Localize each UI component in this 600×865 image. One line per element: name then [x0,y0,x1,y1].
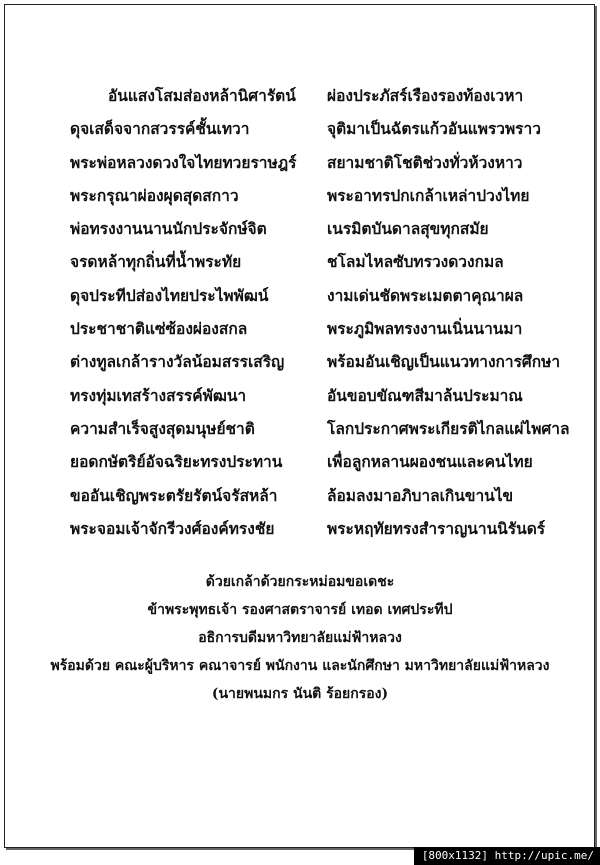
poem-verse-left: ต่างทูลเกล้ารางวัลน้อมสรรเสริญ [70,352,285,372]
poem-verse-right: งามเด่นชัดพระเมตตาคุณาผล [327,285,524,305]
author-name: ข้าพระพุทธเจ้า รองศาสตราจารย์ เทอด เทศประทีป [147,602,453,618]
poem-verse-right: ผ่องประภัสร์เรืองรองท้องเวหา [327,86,524,105]
poem-verse-right: พระภูมิพลทรงงานเนิ่นนานมา [327,319,523,339]
poem-verse-left: ขออันเชิญพระตรัยรัตน์จรัสหล้า [70,485,278,505]
poem-verse-right: อันขอบขัณฑสีมาล้นประมาณ [327,385,523,405]
poem-verse-right: สยามชาติโชติช่วงทั่วห้วงหาว [327,152,523,172]
poem-line [70,186,570,219]
poem-verse-left: ดุจประทีปส่องไทยประไพพัฒน์ [70,285,269,305]
poem-verse-left: ความสำเร็จสูงสุดมนุษย์ชาติ [70,418,255,438]
signature-block [0,572,600,712]
poem-line [70,286,570,319]
poem-line [70,519,570,552]
poem [70,86,570,552]
poem-line [70,119,570,152]
poem-verse-right: พระหฤทัยทรงสำราญนานนิรันดร์ [327,518,546,538]
poem-verse-left: พ่อทรงงานนานนักประจักษ์จิต [70,219,267,239]
poem-verse-left: พระพ่อหลวงดวงใจไทยทวยราษฎร์ [70,152,297,172]
poem-verse-right: เพื่อลูกหลานผองชนและคนไทย [327,452,533,472]
poem-verse-left: ทรงทุ่มเทสร้างสรรค์พัฒนา [70,385,247,405]
poem-line [70,86,570,119]
poem-line [70,219,570,252]
poem-verse-left: ประชาชาติแซ่ซ้องผ่องสกล [70,319,248,339]
poem-line [70,486,570,519]
poem-line [70,352,570,385]
poem-line [70,153,570,186]
poem-line [70,386,570,419]
poet-credit: (นายพนมกร นันติ ร้อยกรอง) [211,686,389,702]
poem-verse-left: ยอดกษัตริย์อัจฉริยะทรงประทาน [70,452,283,472]
poem-verse-left: พระจอมเจ้าจักรีวงศ์องค์ทรงชัย [70,518,275,538]
poem-verse-right: โลกประกาศพระเกียรติไกลแผ่ไพศาล [327,418,570,438]
poem-line [70,452,570,485]
poem-line [70,252,570,285]
dedication-phrase: ด้วยเกล้าด้วยกระหม่อมขอเดชะ [205,574,395,590]
poem-verse-right: ล้อมลงมาอภิบาลเกินขานไข [327,485,514,505]
poem-verse-left: ดุจเสด็จจากสวรรค์ชั้นเทวา [70,119,250,139]
poem-verse-left: อันแสงโสมส่องหล้านิศารัตน์ [108,86,296,105]
poem-verse-right: จุติมาเป็นฉัตรแก้วอันแพรวพราว [327,119,541,139]
poem-verse-right: พระอาทรปกเกล้าเหล่าปวงไทย [327,185,530,205]
poem-verse-left: พระกรุณาผ่องผุดสุดสกาว [70,185,239,205]
poem-line [70,319,570,352]
poem-verse-right: พร้อมอันเชิญเป็นแนวทางการศึกษา [327,352,561,372]
poem-line [70,419,570,452]
co-signers: พร้อมด้วย คณะผู้บริหาร คณาจารย์ พนักงาน และนักศึกษา มหาวิทยาลัยแม่ฟ้าหลวง [50,658,550,674]
poem-verse-right: ชโลมไหลซับทรวงดวงกมล [327,252,504,272]
poem-verse-left: จรดหล้าทุกถิ่นที่น้ำพระทัย [70,252,242,272]
image-host-footer: [800x1132] http://upic.me/ [414,847,600,865]
author-position: อธิการบดีมหาวิทยาลัยแม่ฟ้าหลวง [198,630,402,646]
poem-verse-right: เนรมิตบันดาลสุขทุกสมัย [327,219,489,239]
